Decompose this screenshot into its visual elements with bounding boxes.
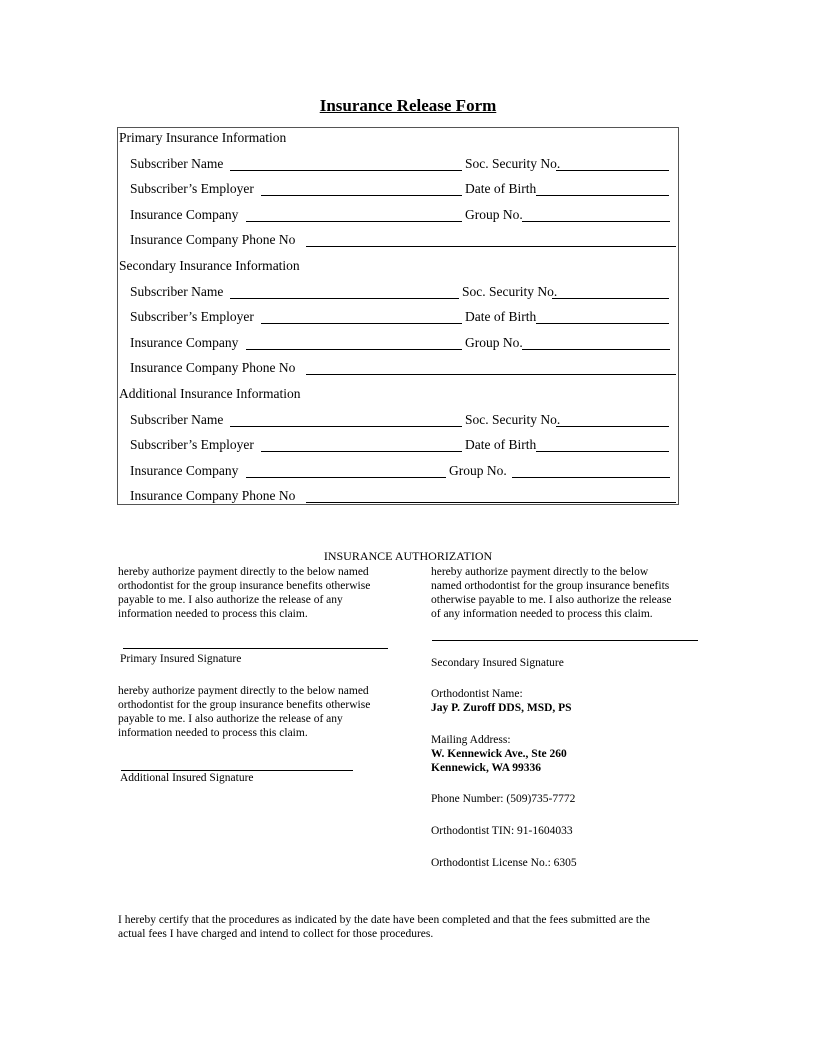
primary-subscriber-name-field[interactable] <box>230 170 462 171</box>
primary-company-field[interactable] <box>246 221 462 222</box>
primary-phone-label: Insurance Company Phone No <box>130 232 296 247</box>
secondary-phone-field[interactable] <box>306 374 676 375</box>
orthodontist-name: Jay P. Zuroff DDS, MSD, PS <box>431 702 572 714</box>
additional-dob-label: Date of Birth <box>465 437 537 452</box>
secondary-company-label: Insurance Company <box>130 335 239 350</box>
additional-dob-field[interactable] <box>536 451 669 452</box>
additional-group-label: Group No. <box>449 463 507 478</box>
orthodontist-license: Orthodontist License No.: 6305 <box>431 857 577 869</box>
secondary-subscriber-name-label: Subscriber Name <box>130 284 224 299</box>
primary-ssn-field[interactable] <box>556 170 669 171</box>
additional-group-field[interactable] <box>512 477 670 478</box>
additional-phone-field[interactable] <box>306 502 676 503</box>
mailing-address-line-1: W. Kennewick Ave., Ste 260 <box>431 748 567 760</box>
primary-employer-field[interactable] <box>261 195 462 196</box>
secondary-phone-label: Insurance Company Phone No <box>130 360 296 375</box>
secondary-ssn-field[interactable] <box>552 298 669 299</box>
additional-subscriber-name-field[interactable] <box>230 426 462 427</box>
secondary-group-field[interactable] <box>522 349 670 350</box>
additional-company-field[interactable] <box>246 477 446 478</box>
secondary-ssn-label: Soc. Security No. <box>462 284 558 299</box>
additional-ssn-field[interactable] <box>556 426 669 427</box>
left-authorization-paragraph-1: hereby authorize payment directly to the below named orthodontist for the group insurance benefits otherwise payable to me. I also authorize the release of any information needed to process this claim. <box>118 566 371 620</box>
primary-signature-line[interactable] <box>123 648 388 649</box>
additional-employer-field[interactable] <box>261 451 462 452</box>
secondary-dob-label: Date of Birth <box>465 309 537 324</box>
additional-section-heading: Additional Insurance Information <box>119 386 301 401</box>
secondary-section-heading: Secondary Insurance Information <box>119 258 300 273</box>
additional-employer-label: Subscriber’s Employer <box>130 437 254 452</box>
secondary-employer-field[interactable] <box>261 323 462 324</box>
right-authorization-paragraph: hereby authorize payment directly to the below named orthodontist for the group insurance benefits otherwise payable to me. I also authorize the release of any information needed to process this claim. <box>431 566 672 620</box>
secondary-employer-label: Subscriber’s Employer <box>130 309 254 324</box>
form-title: Insurance Release Form <box>319 96 497 115</box>
mailing-address-line-2: Kennewick, WA 99336 <box>431 762 542 774</box>
secondary-group-label: Group No. <box>465 335 523 350</box>
left-authorization-paragraph-2: hereby authorize payment directly to the below named orthodontist for the group insurance benefits otherwise payable to me. I also authorize the release of any information needed to process this claim. <box>118 685 371 739</box>
primary-subscriber-name-label: Subscriber Name <box>130 156 224 171</box>
additional-signature-label: Additional Insured Signature <box>120 772 254 784</box>
additional-signature-line[interactable] <box>121 770 353 771</box>
secondary-signature-label: Secondary Insured Signature <box>431 657 564 669</box>
primary-dob-label: Date of Birth <box>465 181 537 196</box>
primary-signature-label: Primary Insured Signature <box>120 653 242 665</box>
additional-ssn-label: Soc. Security No. <box>465 412 561 427</box>
primary-ssn-label: Soc. Security No. <box>465 156 561 171</box>
mailing-address-label: Mailing Address: <box>431 734 511 746</box>
primary-section-heading: Primary Insurance Information <box>119 130 287 145</box>
primary-phone-field[interactable] <box>306 246 676 247</box>
authorization-title: INSURANCE AUTHORIZATION <box>323 549 493 563</box>
secondary-signature-line[interactable] <box>432 640 698 641</box>
primary-dob-field[interactable] <box>536 195 669 196</box>
secondary-subscriber-name-field[interactable] <box>230 298 459 299</box>
primary-employer-label: Subscriber’s Employer <box>130 181 254 196</box>
phone-number: Phone Number: (509)735-7772 <box>431 793 576 805</box>
primary-group-label: Group No. <box>465 207 523 222</box>
additional-subscriber-name-label: Subscriber Name <box>130 412 224 427</box>
orthodontist-tin: Orthodontist TIN: 91-1604033 <box>431 825 573 837</box>
additional-phone-label: Insurance Company Phone No <box>130 488 296 503</box>
secondary-company-field[interactable] <box>246 349 462 350</box>
orthodontist-name-label: Orthodontist Name: <box>431 688 523 700</box>
additional-company-label: Insurance Company <box>130 463 239 478</box>
primary-group-field[interactable] <box>522 221 670 222</box>
certification-paragraph: I hereby certify that the procedures as indicated by the date have been completed and that the fees submitted are the actual fees I have charged and intend to collect for those procedures. <box>118 914 650 940</box>
primary-company-label: Insurance Company <box>130 207 239 222</box>
secondary-dob-field[interactable] <box>536 323 669 324</box>
